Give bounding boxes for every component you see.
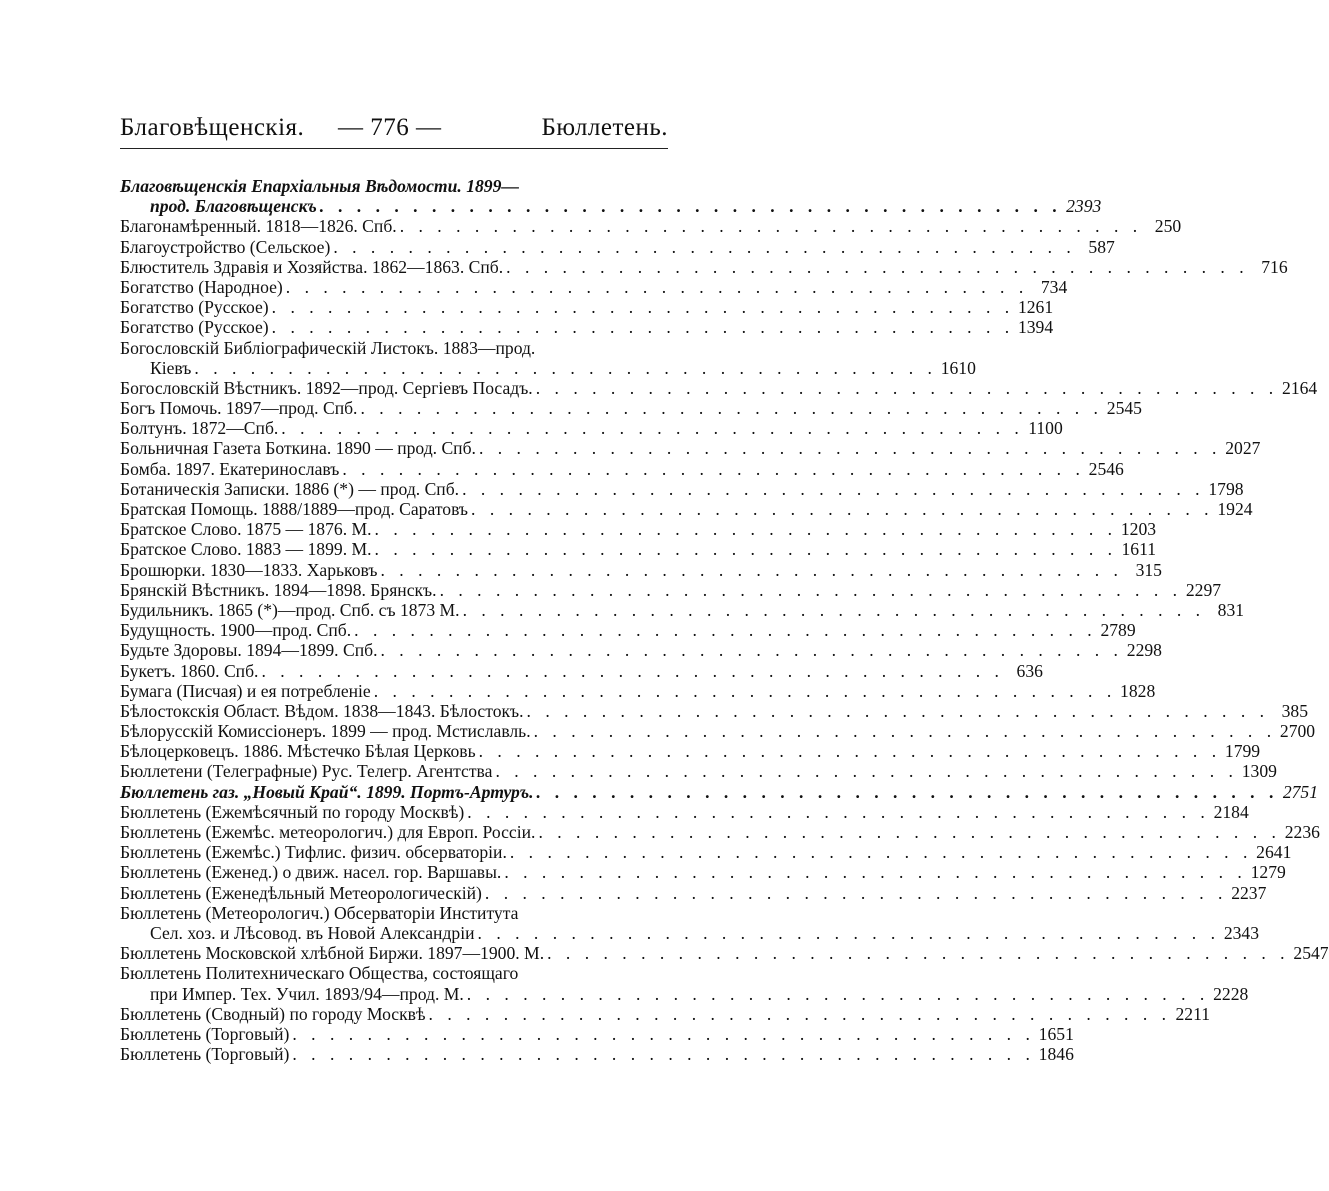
entry-number: 2164 [1282,377,1318,398]
entry-number: 1394 [1017,317,1054,338]
dot-leader: . . . . . . . . . . . . . . . . . . . . . . . . . . . . . . . . . . . . . . . . [477,922,1220,943]
index-entry-continuation [120,196,1102,217]
index-entry [120,176,668,196]
entry-number: 1309 [1241,761,1277,782]
dot-leader: . . . . . . . . . . . . . . . . . . . . . . . . . . . . . . . . . . . . . . . . [380,640,1123,661]
index-entry [120,256,1288,277]
index-entry [120,680,1156,701]
entry-number: 2545 [1106,398,1142,419]
index-entry [120,903,668,923]
entry-title: Бюллетень (Метеорологич.) Обсерваторіи Института [120,902,519,923]
index-entry [120,741,1261,762]
index-entry [120,519,1157,540]
entry-title: Благовѣщенскія Епархіальныя Вѣдомости. 1899— [120,176,519,196]
entry-title: Блюститель Здравія и Хозяйства. 1862—1863. Спб. [120,256,504,277]
entry-number: 1611 [1121,539,1157,560]
dot-leader: . . . . . . . . . . . . . . . . . . . . . . . . . . . . . . . . . . . . . . . . [285,276,1029,297]
index-entry [120,781,1318,802]
entry-number: 587 [1088,236,1115,257]
index-entry [120,579,1222,600]
entry-title: Богатство (Русское) [120,317,269,338]
dot-leader: . . . . . . . . . . . . . . . . . . . . . . . . . . . . . . . . . . . . . . . . [373,680,1117,701]
index-entry [120,398,1142,419]
entry-title: Бѣлостокскія Област. Вѣдом. 1838—1843. Бѣлостокъ. [120,700,524,721]
entry-title: Будьте Здоровы. 1894—1899. Спб. [120,640,378,661]
index-entry [120,1044,1074,1065]
entry-title: Бюллетень (Ежемѣсячный по городу Москвѣ) [120,801,465,822]
entry-number: 1279 [1250,862,1286,883]
dot-leader: . . . . . . . . . . . . . . . . . . . . . . . . . . . . . . . . . . . . . . . . [360,398,1103,419]
index-entry [120,700,1309,721]
entry-number: 1610 [940,357,976,378]
entry-number: 831 [1217,599,1245,620]
entry-title: Сел. хоз. и Лѣсовод. въ Новой Александріи [150,922,475,943]
entry-title: Братское Слово. 1883 — 1899. М. [120,539,372,560]
dot-leader: . . . . . . . . . . . . . . . . . . . . . . . . . . . . . . . . . . . . . . . . [342,458,1085,479]
entry-title: Бюллетень (Ежемѣс. метеорологич.) для Европ. Россіи. [120,822,536,842]
entry-title: Братская Помощь. 1888/1889—прод. Саратовъ [120,499,469,519]
index-entry [120,721,1316,742]
entry-title: при Импер. Тех. Учил. 1893/94—прод. М. [150,983,464,1004]
entry-number: 2547 [1293,943,1329,964]
entry-title: Брянскій Вѣстникъ. 1894—1898. Брянскъ. [120,579,437,600]
entry-number: 2700 [1279,721,1316,742]
index-entry [120,539,1157,560]
dot-leader: . . . . . . . . . . . . . . . . . . . . . . . . . . . . . . . . . . . . . . . . [484,882,1228,903]
index-entry [120,458,1124,479]
index-entry [120,842,1292,863]
index-entry [120,236,1115,257]
entry-title: Бюллетень (Торговый) [120,1044,290,1065]
dot-leader: . . . . . . . . . . . . . . . . . . . . . . . . . . . . . . . . . . . . . . . . [194,357,937,378]
index-entry [120,660,1043,681]
page-header [120,114,668,149]
entry-number: 1203 [1120,519,1157,540]
entry-title: Богословскій Вѣстникъ. 1892—прод. Сергіевъ Посадъ. [120,377,533,398]
entry-title: Бюллетень (Ежемѣс.) Тифлис. физич. обсерваторіи. [120,842,507,863]
index-entry [120,559,1162,580]
entry-number: 1924 [1217,499,1253,519]
index-entry [120,1003,1211,1024]
index-entry [120,216,1182,237]
entry-title: Больничная Газета Боткина. 1890 — прод. Спб. [120,438,476,459]
index-entry [120,640,1162,661]
entry-number: 2297 [1185,579,1222,600]
entry-title: Богатство (Русское) [120,297,269,318]
entry-title: Братское Слово. 1875 — 1876. М. [120,519,372,540]
entry-title: Бѣлорусскій Комиссіонеръ. 1899 — прод. Мстиславль. [120,721,531,742]
entry-number: 734 [1040,276,1068,297]
entry-title: Бюллетень (Сводный) по городу Москвѣ [120,1003,426,1024]
dot-leader: . . . . . . . . . . . . . . . . . . . . . . . . . . . . . . . . . . . . . . . . [319,196,1063,217]
entry-title: Богатство (Народное) [120,276,283,297]
running-head-right: Бюллетень. [541,114,668,141]
entry-number: 2298 [1126,640,1162,661]
index-entry-continuation [120,983,1249,1004]
entry-title: Бюллетень Московской хлѣбной Биржи. 1897—1900. М. [120,943,545,964]
entry-number: 2546 [1088,458,1124,479]
entry-number: 2237 [1231,882,1267,903]
entry-number: 1798 [1208,478,1244,499]
dot-leader: . . . . . . . . . . . . . . . . . . . . . . . . . . . . . . . . . . . . . . . . [536,781,1279,802]
index-entry [120,761,1277,782]
index-entry [120,478,1244,499]
entry-number: 636 [1016,660,1043,681]
entry-title: Благоустройство (Сельское) [120,236,331,257]
index-entry [120,882,1267,903]
entry-title: Бюллетени (Телеграфные) Рус. Телегр. Агентства [120,761,493,782]
dot-leader: . . . . . . . . . . . . . . . . . . . . . . . . . . . . . . . . . . . . . . . . [495,761,1238,782]
entry-number: 1828 [1120,680,1156,701]
dot-leader: . . . . . . . . . . . . . . . . . . . . . . . . . . . . . . . . . . . . . . . . [399,216,1143,237]
entry-title: Кіевъ [150,357,192,378]
entry-number: 2641 [1256,842,1292,863]
index-entry [120,862,1286,883]
dot-leader: . . . . . . . . . . . . . . . . . . . . . . . . . . . . . . . . . . . . . . . . [292,1023,1035,1044]
entry-title: Брошюрки. 1830—1833. Харьковъ [120,559,378,580]
entry-number: 2236 [1284,822,1320,842]
dot-leader: . . . . . . . . . . . . . . . . . . . . . . . . . . . . . . . . . . . . . . . . [271,297,1015,318]
entry-number: 2393 [1066,196,1102,217]
index-entry [120,276,1068,297]
page-number: — 776 — [338,114,442,141]
entry-title: Бюллетень (Еженед.) о движ. насел. гор. Варшавы. [120,862,502,883]
index-entry [120,338,668,358]
dot-leader: . . . . . . . . . . . . . . . . . . . . . . . . . . . . . . . . . . . . . . . . [533,721,1277,742]
dot-leader: . . . . . . . . . . . . . . . . . . . . . . . . . . . . . . . . . . . . . . . . [281,418,1024,439]
dot-leader: . . . . . . . . . . . . . . . . . . . . . . . . . . . . . . . . . . . . . . . . [547,943,1290,964]
entry-number: 385 [1281,700,1309,721]
dot-leader: . . . . . . . . . . . . . . . . . . . . . . . . . . . . . . . . . . . . . . . . [271,317,1015,338]
dot-leader: . . . . . . . . . . . . . . . . . . . . . . . . . . . . . . . . . . . . . . . . [478,438,1222,459]
index-entry [120,599,1245,620]
entry-number: 2228 [1213,983,1249,1004]
entry-number: 315 [1135,559,1162,580]
entry-title: Болтунъ. 1872—Спб. [120,418,279,439]
entry-title: прод. Благовѣщенскъ [150,196,317,217]
entry-title: Бюллетень (Торговый) [120,1023,290,1044]
entry-number: 2751 [1282,781,1318,802]
entry-title: Бумага (Писчая) и ея потребленіе [120,680,371,701]
index-entry-continuation [120,922,1259,943]
index-entry [120,499,1253,519]
dot-leader: . . . . . . . . . . . . . . . . . . . . . . . . . . . . . . . . . . . . . . . . [428,1003,1172,1024]
entry-number: 1261 [1017,297,1054,318]
entry-number: 2211 [1175,1003,1211,1024]
index-entry [120,822,1320,842]
dot-leader: . . . . . . . . . . . . . . . . . . . . . . . . . . . . . . . . . . . . . . . . [354,620,1097,641]
index-entry [120,297,1054,318]
index-entry [120,317,1054,338]
dot-leader: . . . . . . . . . . . . . . . . . . . . . . . . . . . . . . . . . . . . . . . . [380,559,1123,580]
dot-leader: . . . . . . . . . . . . . . . . . . . . . . . . . . . . . . . . . . . . . . . . [538,822,1281,842]
entry-title: Богословскій Библіографическій Листокъ. 1883—прод. [120,337,536,358]
entry-title: Будущность. 1900—прод. Спб. [120,620,352,641]
index-entry [120,377,1318,398]
dot-leader: . . . . . . . . . . . . . . . . . . . . . . . . . . . . . . . . . . . . . . . . [374,539,1118,560]
entry-number: 2027 [1225,438,1261,459]
entry-number: 250 [1154,216,1182,237]
index-entry [120,963,668,983]
entry-number: 1100 [1028,418,1063,439]
dot-leader: . . . . . . . . . . . . . . . . . . . . . . . . . . . . . . . . . . . . . . . . [261,660,1004,681]
dot-leader: . . . . . . . . . . . . . . . . . . . . . . . . . . . . . . . . . . . . . . . . [374,519,1118,540]
dot-leader: . . . . . . . . . . . . . . . . . . . . . . . . . . . . . . . . . . . . . . . . [333,236,1076,257]
entry-title: Бѣлоцерковецъ. 1886. Мѣстечко Бѣлая Церковь [120,741,476,762]
entry-title: Благонамѣренный. 1818—1826. Спб. [120,216,397,237]
entry-title: Бюллетень газ. „Новый Край“. 1899. Портъ-Артуръ. [120,781,534,802]
index-entry-continuation [120,357,976,378]
entry-title: Ботаническія Записки. 1886 (*) — прод. Спб. [120,478,460,499]
entry-number: 1651 [1038,1023,1074,1044]
index-entry [120,1023,1074,1044]
entry-number: 1846 [1038,1044,1074,1065]
dot-leader: . . . . . . . . . . . . . . . . . . . . . . . . . . . . . . . . . . . . . . . . [526,700,1270,721]
entry-number: 2184 [1213,801,1249,822]
dot-leader: . . . . . . . . . . . . . . . . . . . . . . . . . . . . . . . . . . . . . . . . [506,256,1249,277]
index-entry [120,943,1329,964]
dot-leader: . . . . . . . . . . . . . . . . . . . . . . . . . . . . . . . . . . . . . . . . [467,801,1210,822]
dot-leader: . . . . . . . . . . . . . . . . . . . . . . . . . . . . . . . . . . . . . . . . [535,377,1279,398]
index-entry [120,801,1249,822]
dot-leader: . . . . . . . . . . . . . . . . . . . . . . . . . . . . . . . . . . . . . . . . [462,599,1206,620]
index-entry [120,418,1063,439]
entry-number: 716 [1261,256,1288,277]
entry-title: Букетъ. 1860. Спб. [120,660,259,681]
index-entry [120,438,1261,459]
dot-leader: . . . . . . . . . . . . . . . . . . . . . . . . . . . . . . . . . . . . . . . . [504,862,1247,883]
dot-leader: . . . . . . . . . . . . . . . . . . . . . . . . . . . . . . . . . . . . . . . . [478,741,1222,762]
dot-leader: . . . . . . . . . . . . . . . . . . . . . . . . . . . . . . . . . . . . . . . . [292,1044,1035,1065]
entry-number: 2343 [1223,922,1259,943]
running-head-left: Благовѣщенскія. [120,114,305,141]
dot-leader: . . . . . . . . . . . . . . . . . . . . . . . . . . . . . . . . . . . . . . . . [439,579,1183,600]
entry-title: Богъ Помочь. 1897—прод. Спб. [120,398,358,419]
entry-title: Бомба. 1897. Екатеринославъ [120,458,340,479]
entry-title: Будильникъ. 1865 (*)—прод. Спб. съ 1873 М. [120,599,460,620]
dot-leader: . . . . . . . . . . . . . . . . . . . . . . . . . . . . . . . . . . . . . . . . [471,499,1214,519]
dot-leader: . . . . . . . . . . . . . . . . . . . . . . . . . . . . . . . . . . . . . . . . [509,842,1253,863]
entry-title: Бюллетень Политехническаго Общества, состоящаго [120,963,519,984]
entry-number: 2789 [1100,620,1136,641]
entry-number: 1799 [1224,741,1261,762]
entry-title: Бюллетень (Еженедѣльный Метеорологическій) [120,882,482,903]
index-list [120,176,1329,1065]
dot-leader: . . . . . . . . . . . . . . . . . . . . . . . . . . . . . . . . . . . . . . . . [462,478,1205,499]
dot-leader: . . . . . . . . . . . . . . . . . . . . . . . . . . . . . . . . . . . . . . . . [466,983,1210,1004]
index-entry [120,620,1136,641]
